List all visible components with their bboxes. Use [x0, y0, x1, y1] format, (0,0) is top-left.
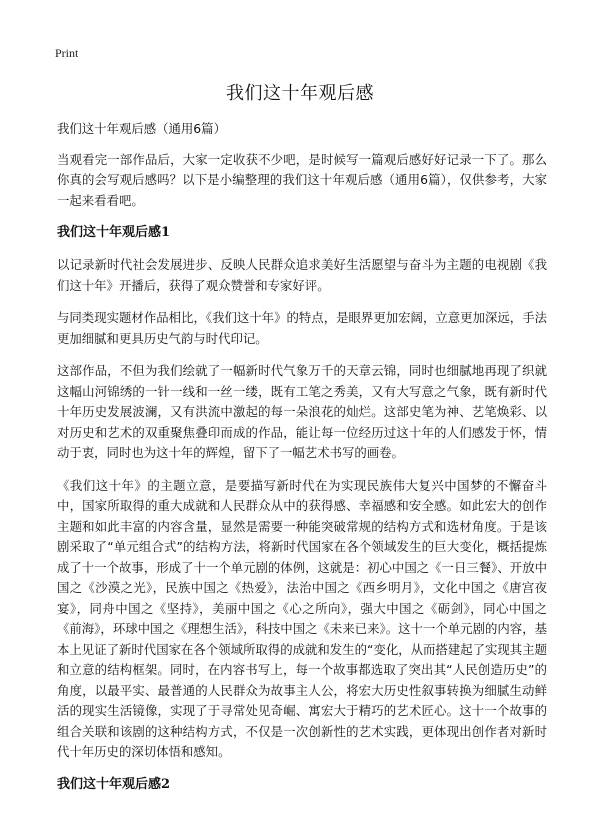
section-heading-1: 我们这十年观后感1: [57, 225, 171, 240]
intro-paragraph: 当观看完一部作品后，大家一定收获不少吧，是时候写一篇观后感好好记录一下了。那么你真的会写观后感吗？以下是小编整理的我们这十年观后感（通用6篇），仅供参考，大家一起来看看吧。: [57, 151, 547, 208]
section-heading-2: 我们这十年观后感2: [57, 776, 171, 792]
print-link[interactable]: Print: [55, 46, 79, 60]
section-1-paragraph-1: 以记录新时代社会发展进步、反映人民群众追求美好生活愿望与奋斗为主题的电视剧《我们这十年》开播后，获得了观众赞誉和专家好评。: [57, 257, 547, 293]
article-subtitle: 我们这十年观后感（通用6篇）: [57, 121, 226, 136]
section-1-paragraph-4: 《我们这十年》的主题立意，是要描写新时代在为实现民族伟大复兴中国梦的不懈奋斗中，国家所取得的重大成就和人民群众从中的获得感、幸福感和安全感。如此宏大的创作主题和如此丰富的内容含量，显然是需要一种能突破常规的结构方式和选材角度。于是该剧采取了“单元组合式”的结构方法，将新时代国家在各个领域发生的巨大变化，概括提炼成了十一个故事，形成了十一个单元剧的体例，这就是：初心中国之《一日三餐》、开放中国之《沙漠之光》，民族中国之《热爱》，法治中国之《西乡明月》，文化中国之《唐宫夜宴》，同舟中国之《坚持》，美丽中国之《心之所向》，强大中国之《砺剑》，同心中国之《前海》，环球中国之《理想生活》，科技中国之《未来已来》。这十一个单元剧的内容，基本上见证了新时代国家在各个领域所取得的成就和发生的“变化，从而搭建起了实现其主题和立意的结构框架。同时，在内容书写上，每一个故事都选取了突出其“人民创造历史”的角度，以最平实、最普通的人民群众为故事主人公，将宏大历史性叙事转换为细腻生动鲜活的现实生活镜像，实现了于寻常处见奇崛、寓宏大于精巧的艺术匠心。这十一个故事的组合关联和该剧的这种结构方式，不仅是一次创新性的艺术实践，更体现出创作者对新时代十年历史的深切体悟和感知。: [57, 477, 547, 759]
article-body: [57, 119, 547, 807]
section-1-paragraph-3: 这部作品，不但为我们绘就了一幅新时代气象万千的天章云锦，同时也细腻地再现了织就这幅山河锦绣的一针一线和一丝一缕，既有工笔之秀美，又有大写意之气象，既有新时代十年历史发展波澜，又有洪流中激起的每一朵浪花的灿烂。这部史笔为神、艺笔焕彩、以对历史和艺术的双重聚焦叠印而成的作品，能让每一位经历过这十年的人们感发于怀，情动于衷，同时也为这十年的辉煌，留下了一幅艺术书写的画卷。: [57, 363, 547, 460]
section-1-paragraph-2: 与同类现实题材作品相比，《我们这十年》的特点，是眼界更加宏阔，立意更加深远，手法更加细腻和更具历史气韵与时代印记。: [57, 310, 547, 346]
page-title: 我们这十年观后感: [226, 83, 374, 104]
